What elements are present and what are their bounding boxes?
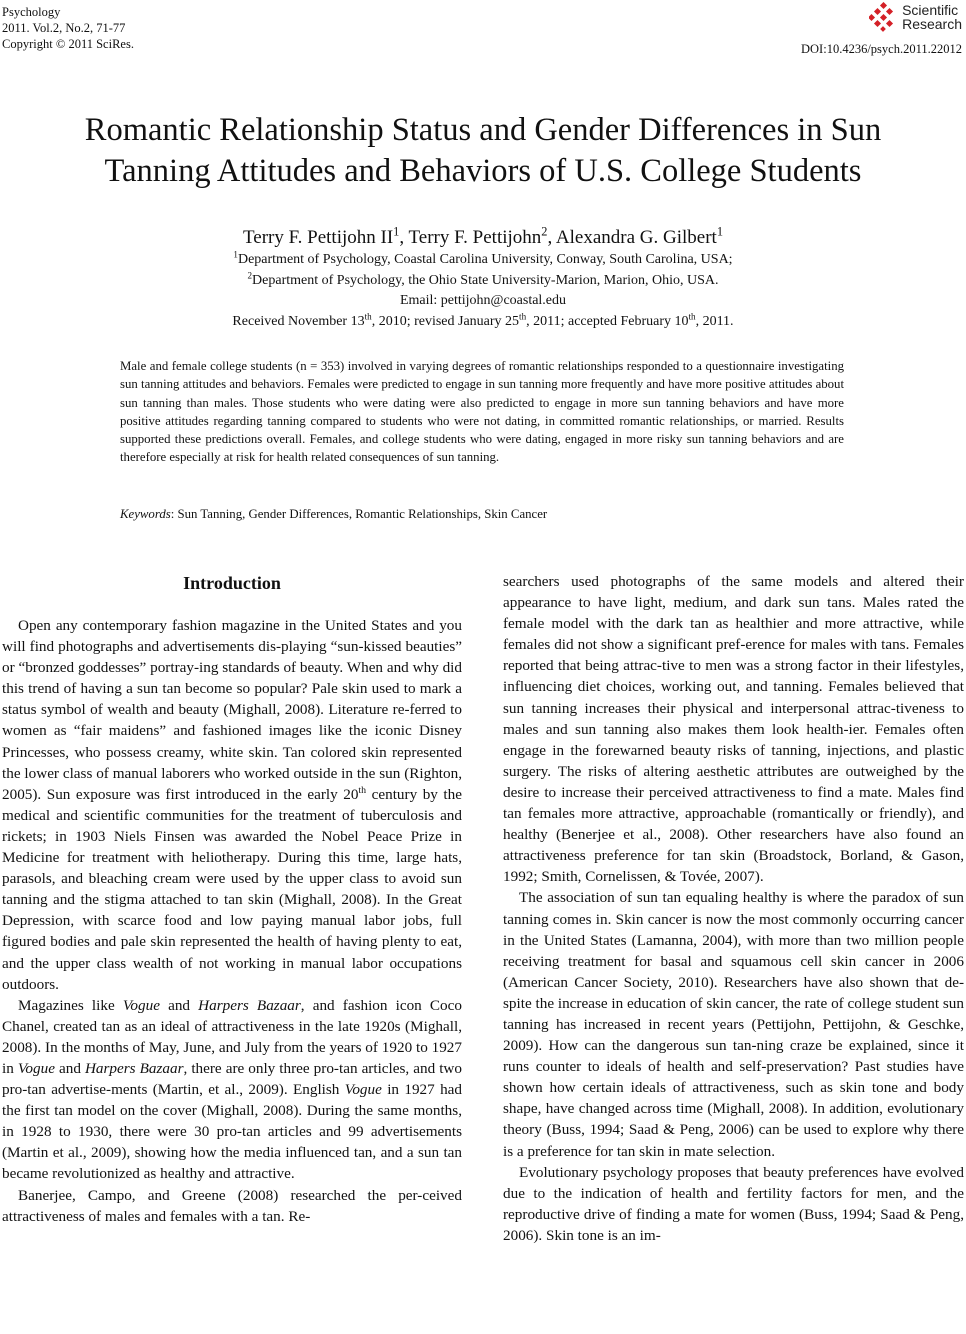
ordinal-suffix: th [519,310,527,321]
author-3-affiliation: 1 [716,224,724,239]
affiliation-1 [0,250,966,271]
accepted-year: , 2011. [695,313,734,329]
scientific-research-logo-icon [869,2,899,32]
ordinal-suffix: th [364,310,372,321]
keywords [120,505,844,523]
journal-copyright: Copyright © 2011 SciRes. [2,37,134,51]
paragraph-text: , there are only three pro-tan articles, and two pro-tan advertise-ments (Martin, et al., 2009). English [2,1059,462,1099]
section-title-introduction: Introduction [183,573,281,593]
magazine-title: Vogue [122,996,160,1014]
paragraph [2,615,462,995]
received-dates [0,312,966,333]
paragraph: The association of sun tan equaling healthy is where the paradox of sun tanning comes in. Skin cancer is now the most commonly occurring cancer in the United States (Lamanna, 2004), with more than two million people receiving treatment for basal and squamous cell skin cancer in 2006 (American Cancer Society, 2010). Researchers have also shown that de-spite the increase in education of skin cancer, the rate of college student sun tanning has increased in recent years (Pettijohn, Pettijohn, & Geschke, 2009). How can the dangerous sun tan-ning craze be explained, since it runs counter to ideals of health and self-preservation? Past studies have shown how certain ideals of attractiveness, such as skin tone and body shape, have changed across time (Mighall, 2008). In addition, evolutionary theory (Buss, 1994; Saad & Peng, 2006) can be used to explore why there is a preference for tan skin in mate selection. [503,889,964,1160]
author-list [0,226,966,250]
paragraph-text: century by the medical and scientific communities for the treatment of tuberculosis and rickets; in 1903 Niels Finsen was awarded the Nobel Peace Prize in Medicine for treatment with heliotherapy. During this time, large hats, parasols, and bleaching cream were used by the upper class to avoid sun tanning and the stigma attached to tan skin (Mighall, 2008). In the Great Depression, with scarce food and low paying manual labor jobs, full figured bodies and pale skin represented the health of having plenty to eat, and the upper class wealth of not working in manual labor occupations outdoors. [2,785,462,993]
affiliation-1-text: Department of Psychology, Coastal Carolina University, Conway, South Carolina, USA; [237,252,733,267]
received-text: Received November 13 [232,313,365,329]
author-1-affiliation: 1 [393,224,400,239]
right-column [503,571,964,1246]
left-column [2,571,462,1227]
journal-name: Psychology [2,5,61,19]
paragraph: Banerjee, Campo, and Greene (2008) researched the per-ceived attractiveness of males and females with a tan. Re- [2,1186,462,1225]
author-3: Alexandra G. Gilbert [555,227,717,248]
magazine-title: Harpers Bazaar [84,1059,184,1077]
paragraph-text: in 1927 had the first tan model on the cover (Mighall, 2008). During the same months, in 1928 to 1930, there were 30 pro-tan articles and 99 advertisements (Martin et al., 2009), showing how the media influenced tan, and a sun tan became revolutionized as healthy and attractive. [2,1081,462,1183]
author-email: Email: pettijohn@coastal.edu [399,293,567,308]
paragraph: Evolutionary psychology proposes that beauty preferences have evolved due to the indication of health and fertility factors for men, and the reproductive drive of finding a mate for women (Buss, 1994; Saad & Peng, 2006). Skin tone is an im- [503,1163,964,1244]
paper-title [0,110,966,192]
keywords-label: Keywords [120,507,171,521]
publisher-logo [801,2,962,32]
magazine-title: Vogue [17,1059,55,1077]
affiliation-2 [0,271,966,292]
keywords-text: : Sun Tanning, Gender Differences, Romantic Relationships, Skin Cancer [170,507,548,521]
author-separator: , [547,227,556,248]
doi: DOI:10.4236/psych.2011.22012 [801,42,962,56]
abstract: Male and female college students (n = 353) involved in varying degrees of romantic relationships responded to a questionnaire investigating sun tanning attitudes and behaviors. Females were predicted to engage in sun tanning more frequently and have more positive attitudes about sun tanning than males. Those students who were dating were also predicted to engage in more sun tanning behaviors and have more positive attitudes regarding tanning compared to students who were not dating, in committed romantic relationships, or married. Results supported these predictions overall. Females, and college students who were dating, engaged in more risky sun tanning behaviors and are therefore especially at risk for health related consequences of sun tanning. [120,359,844,465]
affiliation-2-number: 2 [247,269,253,280]
title-line-2: Tanning Attitudes and Behaviors of U.S. College Students [104,153,862,189]
affiliation-2-text: Department of Psychology, the Ohio State University-Marion, Marion, Ohio, USA. [252,272,719,288]
magazine-title: Harpers Bazaar [198,996,301,1014]
affiliation-1-number: 1 [233,249,238,260]
paragraph-text: Magazines like [18,996,123,1014]
affiliations [0,250,966,332]
title-line-1: Romantic Relationship Status and Gender Differences in Sun [84,112,882,148]
magazine-title: Vogue [344,1081,382,1099]
ordinal-suffix: th [688,310,696,321]
accepted-text: , 2011; accepted February 10 [526,313,689,329]
journal-volume: 2011. Vol.2, No.2, 71-77 [2,21,126,35]
ordinal-suffix: th [358,784,367,796]
revised-text: , 2010; revised January 25 [371,313,520,329]
paragraph [2,995,462,1185]
paragraph-text: and [54,1059,85,1077]
publisher-header [801,2,962,57]
author-1: Terry F. Pettijohn II [242,227,394,248]
paragraph-text: and [159,996,199,1014]
paragraph: searchers used photographs of the same models and altered their appearance to have light, medium, and dark sun tans. Males rated the female model with the dark tan as healthier and more attractive, while females did not show a significant pref-erence for males with tans. Females reported that being attrac-tive to men was a strong factor in their lifestyles, influencing diet choices, working out, and tanning. Females believed that sun tanning increases their physical and interpersonal attrac-tiveness to males and sun tanning also makes them look health-ier. Females often engage in the forewarned beauty risks of tanning, injections, and plastic surgery. The risks of altering aesthetic attributes are outweighed by the desire to increase their perceived attractiveness to find a mate. Males find tan females more attractive, approachable (romantically or friendly), and healthy (Benerjee et al., 2008). Other researchers have also found an attractiveness preference for tan skin (Broadstock, Borland, & Gason, 1992; Smith, Cornelissen, & Tovée, 2007). [503,573,964,886]
logo-line-1: Scientific [902,2,959,18]
author-2-affiliation: 2 [541,224,548,239]
paragraph-text: , and fashion icon Coco Chanel, created tan as an ideal of attractiveness in the late 1920s (Mighall, 2008). In the months of May, June, and July from the years of 1920 to 1927 in [2,996,462,1077]
author-separator: , [399,227,409,248]
logo-line-2: Research [902,16,962,32]
journal-header [2,4,134,52]
author-2: Terry F. Pettijohn [408,227,542,248]
paragraph-text: Open any contemporary fashion magazine in the United States and you will find photographs and advertisements dis-playing “sun-kissed beauties” or “bronzed goddesses” portray-ing standards of beauty. When and why did this trend of having a sun tan become so popular? Pale skin used to mark a status symbol of wealth and beauty (Mighall, 2008). Literature re-ferred to women as “fair maidens” and fashioned images like the iconic Disney Princesses, who possess creamy, white skin. Tan colored skin represented the lower class of manual laborers who worked outside in the sun (Righton, 2005). Sun exposure was first introduced in the early 20 [2,617,462,803]
